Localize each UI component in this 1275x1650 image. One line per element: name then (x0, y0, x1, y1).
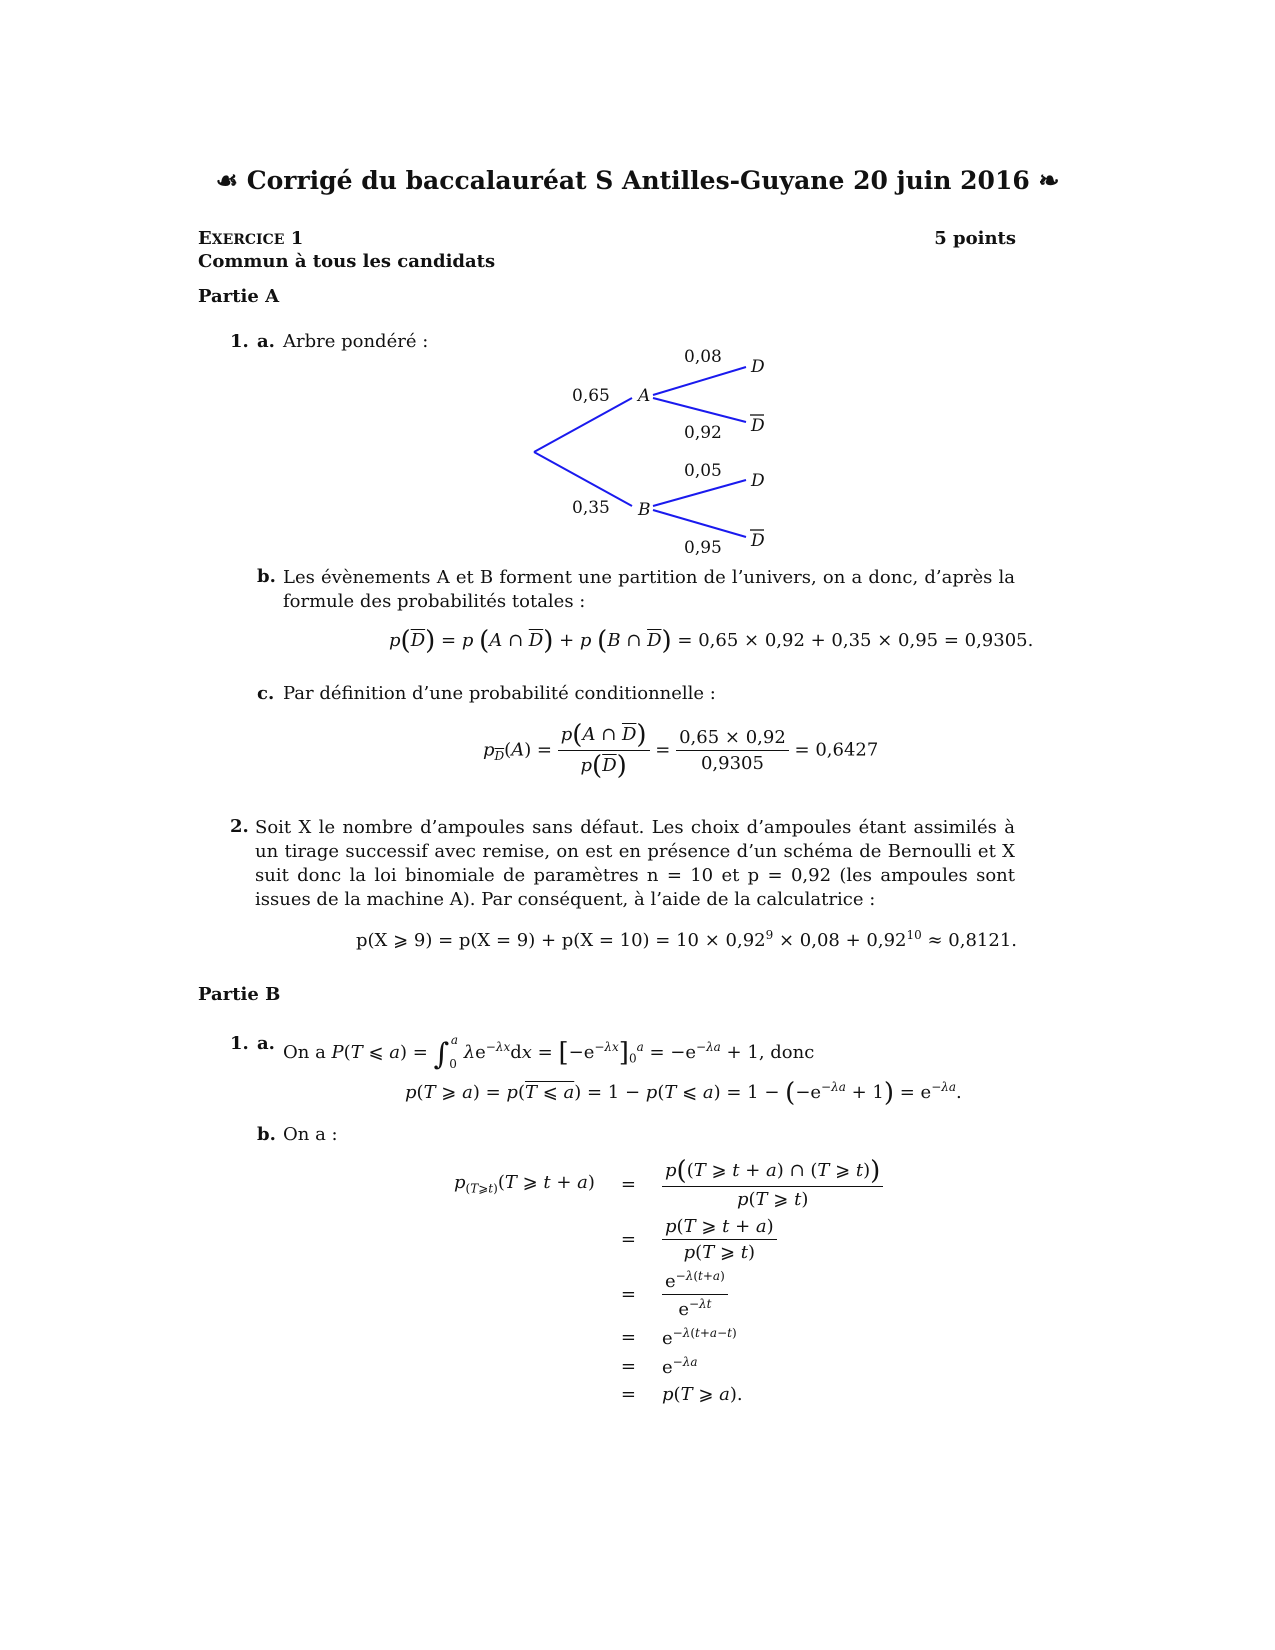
leaf-B-D: D (751, 471, 765, 491)
ornament-left-icon: ☙ (215, 166, 238, 195)
leaf-B-Dbar: D (751, 531, 765, 551)
q2-text: Soit X le nombre d’ampoules sans défaut. Les choix d’ampoules étant assimilés à un tirage successif avec remise, on est en présence d’un schéma de Bernoulli et X suit donc la loi binomiale de paramètres n = 10 et p = 0,92 (les ampoules sont issues de la machine A). Par conséquent, à l’aide de la calculatrice : (255, 817, 1015, 910)
prob-B-Dbar: 0,95 (684, 538, 722, 558)
q1b-letter: b. (257, 566, 276, 587)
prob-B-D: 0,05 (684, 461, 722, 481)
b-q1-number: 1. (230, 1033, 249, 1054)
conditional-probability-formula: $p_{\overline{D}}(A)$ = $\frac{p(A \cap \overline{D})}{p(\overline{D})}$ = $\frac{0,65 \times 0,92}{0,9305}$ = 0,6427 (483, 720, 879, 781)
branch-A-D (653, 367, 746, 395)
prob-A: 0,65 (572, 386, 610, 406)
prob-A-D: 0,08 (684, 347, 722, 367)
total-probability-formula: $p(\overline{D}) = p$ (A ∩ $\overline{D}) + p$ (B ∩ $\overline{D}) = 0,65 \times 0,92 + 0,35 \times 0,95 = 0,9305$. (389, 626, 1034, 656)
exercise-label: EXERCICE 1 (198, 228, 304, 249)
conditional-result: = 0,6427 (794, 739, 879, 761)
leaf-A-D: D (751, 357, 765, 377)
leaf-A-Dbar: D (751, 416, 765, 436)
q1c-text: Par définition d’une probabilité conditionnelle : (283, 683, 716, 704)
q1a-letter: a. (257, 331, 275, 352)
q1a-text: Arbre pondéré : (283, 331, 429, 352)
fraction-numeric: $\frac{0,65 \times 0,92}{0,9305}$ (676, 727, 789, 774)
derivation-lhs: $p_{(T⩾t)}(T$ ⩾ t + a) (454, 1172, 595, 1196)
ornament-right-icon: ❧ (1038, 166, 1060, 195)
node-B: B (638, 500, 651, 520)
q1-number: 1. (230, 331, 249, 352)
b-q1a-letter: a. (257, 1033, 275, 1054)
part-a-heading: Partie A (198, 286, 280, 307)
page-title (0, 166, 1275, 195)
prob-A-Dbar: 0,92 (684, 423, 722, 443)
prob-B: 0,35 (572, 498, 610, 518)
branch-B-D (653, 480, 746, 506)
integral-line: On a P(T ⩽ $a) = \int_0^a$ $\lambda e^{-\lambda x}dx = [-e^{-\lambda x}]_0^a = -e^{-\lambda a} + 1$, donc (283, 1033, 815, 1072)
exercise-subtitle: Commun à tous les candidats (198, 251, 496, 272)
b-q1b-letter: b. (257, 1124, 276, 1145)
total-probability-value: = 0,65 × 0,92 + 0,35 × 0,95 = 0,9305. (677, 630, 1034, 651)
exercise-points: 5 points (934, 228, 1016, 249)
probability-tree (520, 340, 780, 565)
node-A: A (638, 386, 651, 406)
part-b-heading: Partie B (198, 984, 281, 1005)
branch-A-Dbar (653, 398, 746, 422)
b-q1b-text: On a : (283, 1124, 338, 1145)
q1c-letter: c. (257, 683, 275, 704)
title-text: Corrigé du baccalauréat S Antilles-Guyane 20 juin 2016 (246, 166, 1030, 195)
memoryless-derivation: $p_{(T⩾t)}(T$ ⩾ t + a) = $\frac{p((T ⩾ t + a) \cap (T ⩾ t))}{p(T ⩾ t)}$ = $\frac{p(T ⩾ t + a)}{p(T ⩾ t)}$ = $\frac{e^{-\lambda(t+a)}}{e^{-\lambda t}}$ = $e^{-\lambda(t+a-t)}$ = $e^{-\lambda a}$ = p(T ⩾ a). (450, 1155, 887, 1408)
branch-to-A (534, 398, 632, 452)
q1b-text: Les évènements A et B forment une partition de l’univers, on a donc, d’après la formule des probabilités totales : (283, 567, 1015, 612)
fraction-symbolic: $\frac{p(A \cap \overline{D})}{p(\overline{D})}$ (558, 722, 650, 779)
binomial-formula: p(X ⩾ $9) = p(X = 9) + p(X = 10) = 10 \times 0,92^9 \times 0,08 + 0,92^{10} \approx 0,8121$. (356, 928, 1017, 951)
q2-number: 2. (230, 816, 249, 837)
branch-B-Dbar (653, 510, 746, 537)
survival-formula: p(T ⩾ a) = p(T ⩽ a) = 1 − p(T ⩽ $a) = 1 - (-e^{-\lambda a} + 1) = e^{-\lambda a}$. (405, 1078, 962, 1108)
